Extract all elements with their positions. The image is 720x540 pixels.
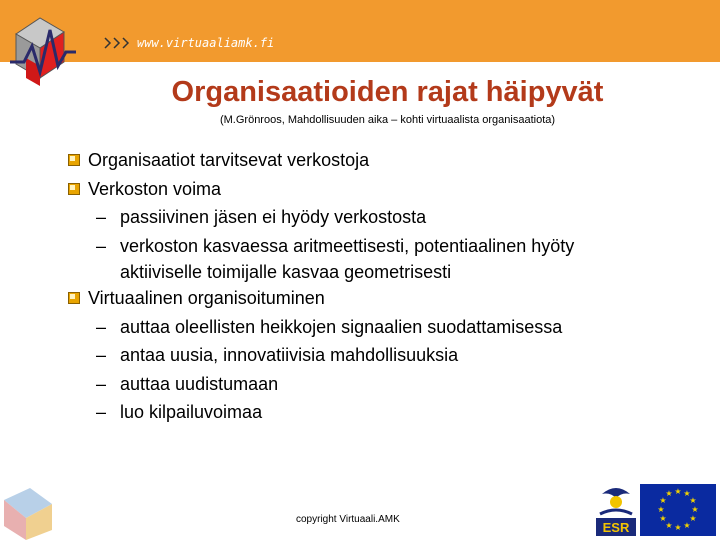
- svg-text:ESR: ESR: [602, 520, 630, 535]
- svg-text:★: ★: [674, 523, 682, 532]
- decorative-cube-icon: [0, 470, 70, 540]
- svg-text:★: ★: [691, 505, 699, 514]
- bullet-box-icon: [68, 154, 80, 166]
- svg-text:★: ★: [665, 521, 673, 530]
- sub-bullet-item: – antaa uusia, innovatiivisia mahdollisuuksia: [96, 345, 459, 365]
- sub-bullet-item: – auttaa uudistumaan: [96, 373, 279, 394]
- header-bar: [0, 0, 720, 62]
- website-url: www.virtuaaliamk.fi: [137, 36, 275, 50]
- arrow-icons: [104, 37, 136, 49]
- sub-bullet-item: – verkoston kasvaessa aritmeettisesti, potentiaalinen hyöty aktiiviselle toimijalle kasvaa geometrisesti: [96, 235, 575, 282]
- eu-flag-icon: [640, 484, 716, 536]
- svg-text:★: ★: [689, 496, 697, 505]
- sub-bullet-item: – auttaa oleellisten heikkojen signaalien suodattamisessa: [96, 316, 563, 337]
- slide-subtitle: (M.Grönroos, Mahdollisuuden aika – kohti virtuaalista organisaatiota): [219, 114, 556, 126]
- sub-bullet-item: – luo kilpailuvoimaa: [96, 402, 263, 422]
- bullet-box-icon: [68, 183, 80, 195]
- svg-text:★: ★: [657, 505, 665, 514]
- bullet-list: [68, 146, 574, 427]
- bullet-item: Virtuaalinen organisoituminen: [68, 284, 574, 313]
- svg-text:★: ★: [683, 489, 691, 498]
- svg-text:★: ★: [674, 487, 682, 496]
- svg-text:★: ★: [665, 489, 673, 498]
- copyright-text: copyright Virtuaali.AMK: [296, 514, 400, 525]
- svg-text:★: ★: [659, 514, 667, 523]
- sub-bullet-item: – passiivinen jäsen ei hyödy verkostosta: [96, 207, 427, 227]
- bullet-item: Verkoston voima: [68, 175, 574, 204]
- slide-title: Organisaatioiden rajat häipyvät: [171, 76, 604, 108]
- svg-text:★: ★: [689, 514, 697, 523]
- bullet-box-icon: [68, 292, 80, 304]
- bullet-item: Organisaatiot tarvitsevat verkostoja: [68, 146, 574, 175]
- svg-text:★: ★: [659, 496, 667, 505]
- svg-text:★: ★: [683, 521, 691, 530]
- esr-logo: [596, 484, 636, 536]
